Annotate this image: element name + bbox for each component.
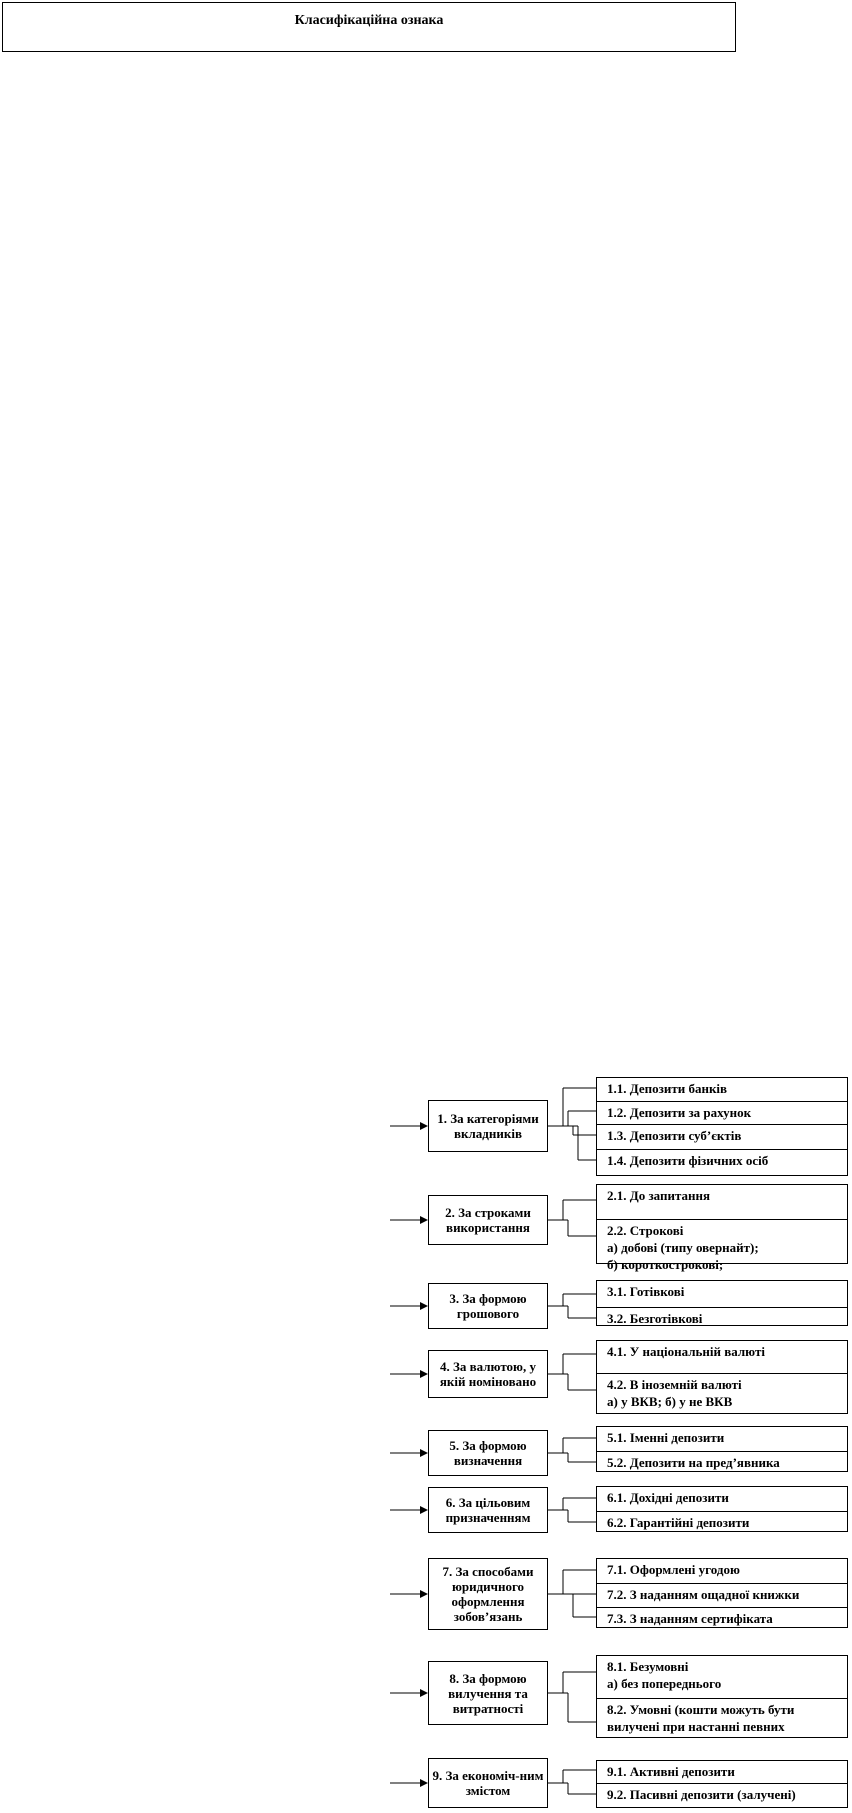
subcategory-item [597,1185,847,1219]
header-title: Класифікаційна ознака [294,13,444,28]
subcategory-list [596,1077,848,1176]
subcategory-text: 6.1. Дохідні депозити [607,1490,729,1505]
category-label: 1. За категоріями вкладників [437,1111,539,1141]
subcategory-item [597,1451,847,1471]
category-box [428,1283,548,1329]
subcategory-list [596,1558,848,1628]
category-box [428,1661,548,1725]
subcategory-text: 2.2. Строкові [607,1223,684,1238]
subcategory-item [597,1559,847,1583]
category-label: 2. За строками використання [445,1205,531,1235]
subcategory-item [597,1487,847,1511]
subcategory-item [597,1511,847,1531]
subcategory-text: 7.1. Оформлені угодою [607,1562,740,1577]
subcategory-text: 7.2. З наданням ощадної книжки [607,1587,800,1602]
subcategory-list [596,1760,848,1808]
subcategory-item [597,1373,847,1413]
subcategory-list [596,1486,848,1532]
subcategory-item [597,1149,847,1175]
subcategory-list [596,1340,848,1414]
subcategory-item [597,1656,847,1698]
category-box [428,1430,548,1476]
subcategory-text: 1.2. Депозити за рахунок [607,1105,752,1120]
subcategory-text: 1.4. Депозити фізичних осіб [607,1153,769,1168]
subcategory-text: 1.3. Депозити суб’єктів [607,1128,742,1143]
subcategory-item [597,1427,847,1451]
subcategory-text: 1.1. Депозити банків [607,1081,728,1096]
subcategory-item [597,1607,847,1627]
subcategory-text: 5.1. Іменні депозити [607,1430,725,1445]
subcategory-text: а) без попереднього [607,1676,722,1691]
subcategory-text: вилучені при настанні певних [607,1719,785,1734]
category-box [428,1350,548,1398]
category-label: 4. За валютою, у якій номіновано [439,1359,537,1389]
subcategory-text: 9.2. Пасивні депозити (залучені) [607,1787,796,1802]
category-label: 6. За цільовим призначенням [445,1495,531,1525]
subcategory-text: 6.2. Гарантійні депозити [607,1515,750,1530]
subcategory-list [596,1426,848,1472]
category-label: 9. За економіч-ним змістом [432,1768,544,1798]
subcategory-list [596,1184,848,1272]
subcategory-text: 9.1. Активні депозити [607,1764,735,1779]
subcategory-item [597,1783,847,1807]
subcategory-text: 8.1. Безумовні [607,1659,689,1674]
subcategory-item [597,1101,847,1124]
subcategory-item [597,1307,847,1325]
subcategory-item [597,1698,847,1737]
subcategory-item [597,1761,847,1783]
category-label: 7. За способами юридичного оформлення зобов’язань [442,1564,534,1624]
subcategory-item [597,1341,847,1373]
subcategory-text: 2.1. До запитання [607,1188,711,1203]
subcategory-text: а) у ВКВ; б) у не ВКВ [607,1394,733,1409]
subcategory-text: 3.1. Готівкові [607,1284,685,1299]
subcategory-text: б) короткострокові; [607,1257,724,1272]
subcategory-item [597,1583,847,1607]
category-box [428,1558,548,1630]
subcategory-text: 3.2. Безготівкові [607,1311,703,1326]
subcategory-list [596,1280,848,1326]
subcategory-text: 7.3. З наданням сертифіката [607,1611,773,1626]
subcategory-text: 4.2. В іноземній валюті [607,1377,742,1392]
category-box [428,1487,548,1533]
subcategory-item [597,1219,847,1272]
subcategory-text: 8.2. Умовні (кошти можуть бути [607,1702,795,1717]
subcategory-list [596,1655,848,1738]
subcategory-text: а) добові (типу овернайт); [607,1240,759,1255]
subcategory-item [597,1281,847,1307]
category-label: 5. За формою визначення [449,1438,527,1468]
subcategory-item [597,1078,847,1101]
subcategory-text: 5.2. Депозити на пред’явника [607,1455,780,1470]
subcategory-item [597,1124,847,1149]
category-box [428,1758,548,1808]
category-label: 8. За формою вилучення та витратності [448,1670,528,1716]
subcategory-text: 4.1. У національній валюті [607,1344,765,1359]
category-label: 3. За формою грошового [449,1291,527,1321]
category-box [428,1195,548,1245]
category-box [428,1100,548,1152]
